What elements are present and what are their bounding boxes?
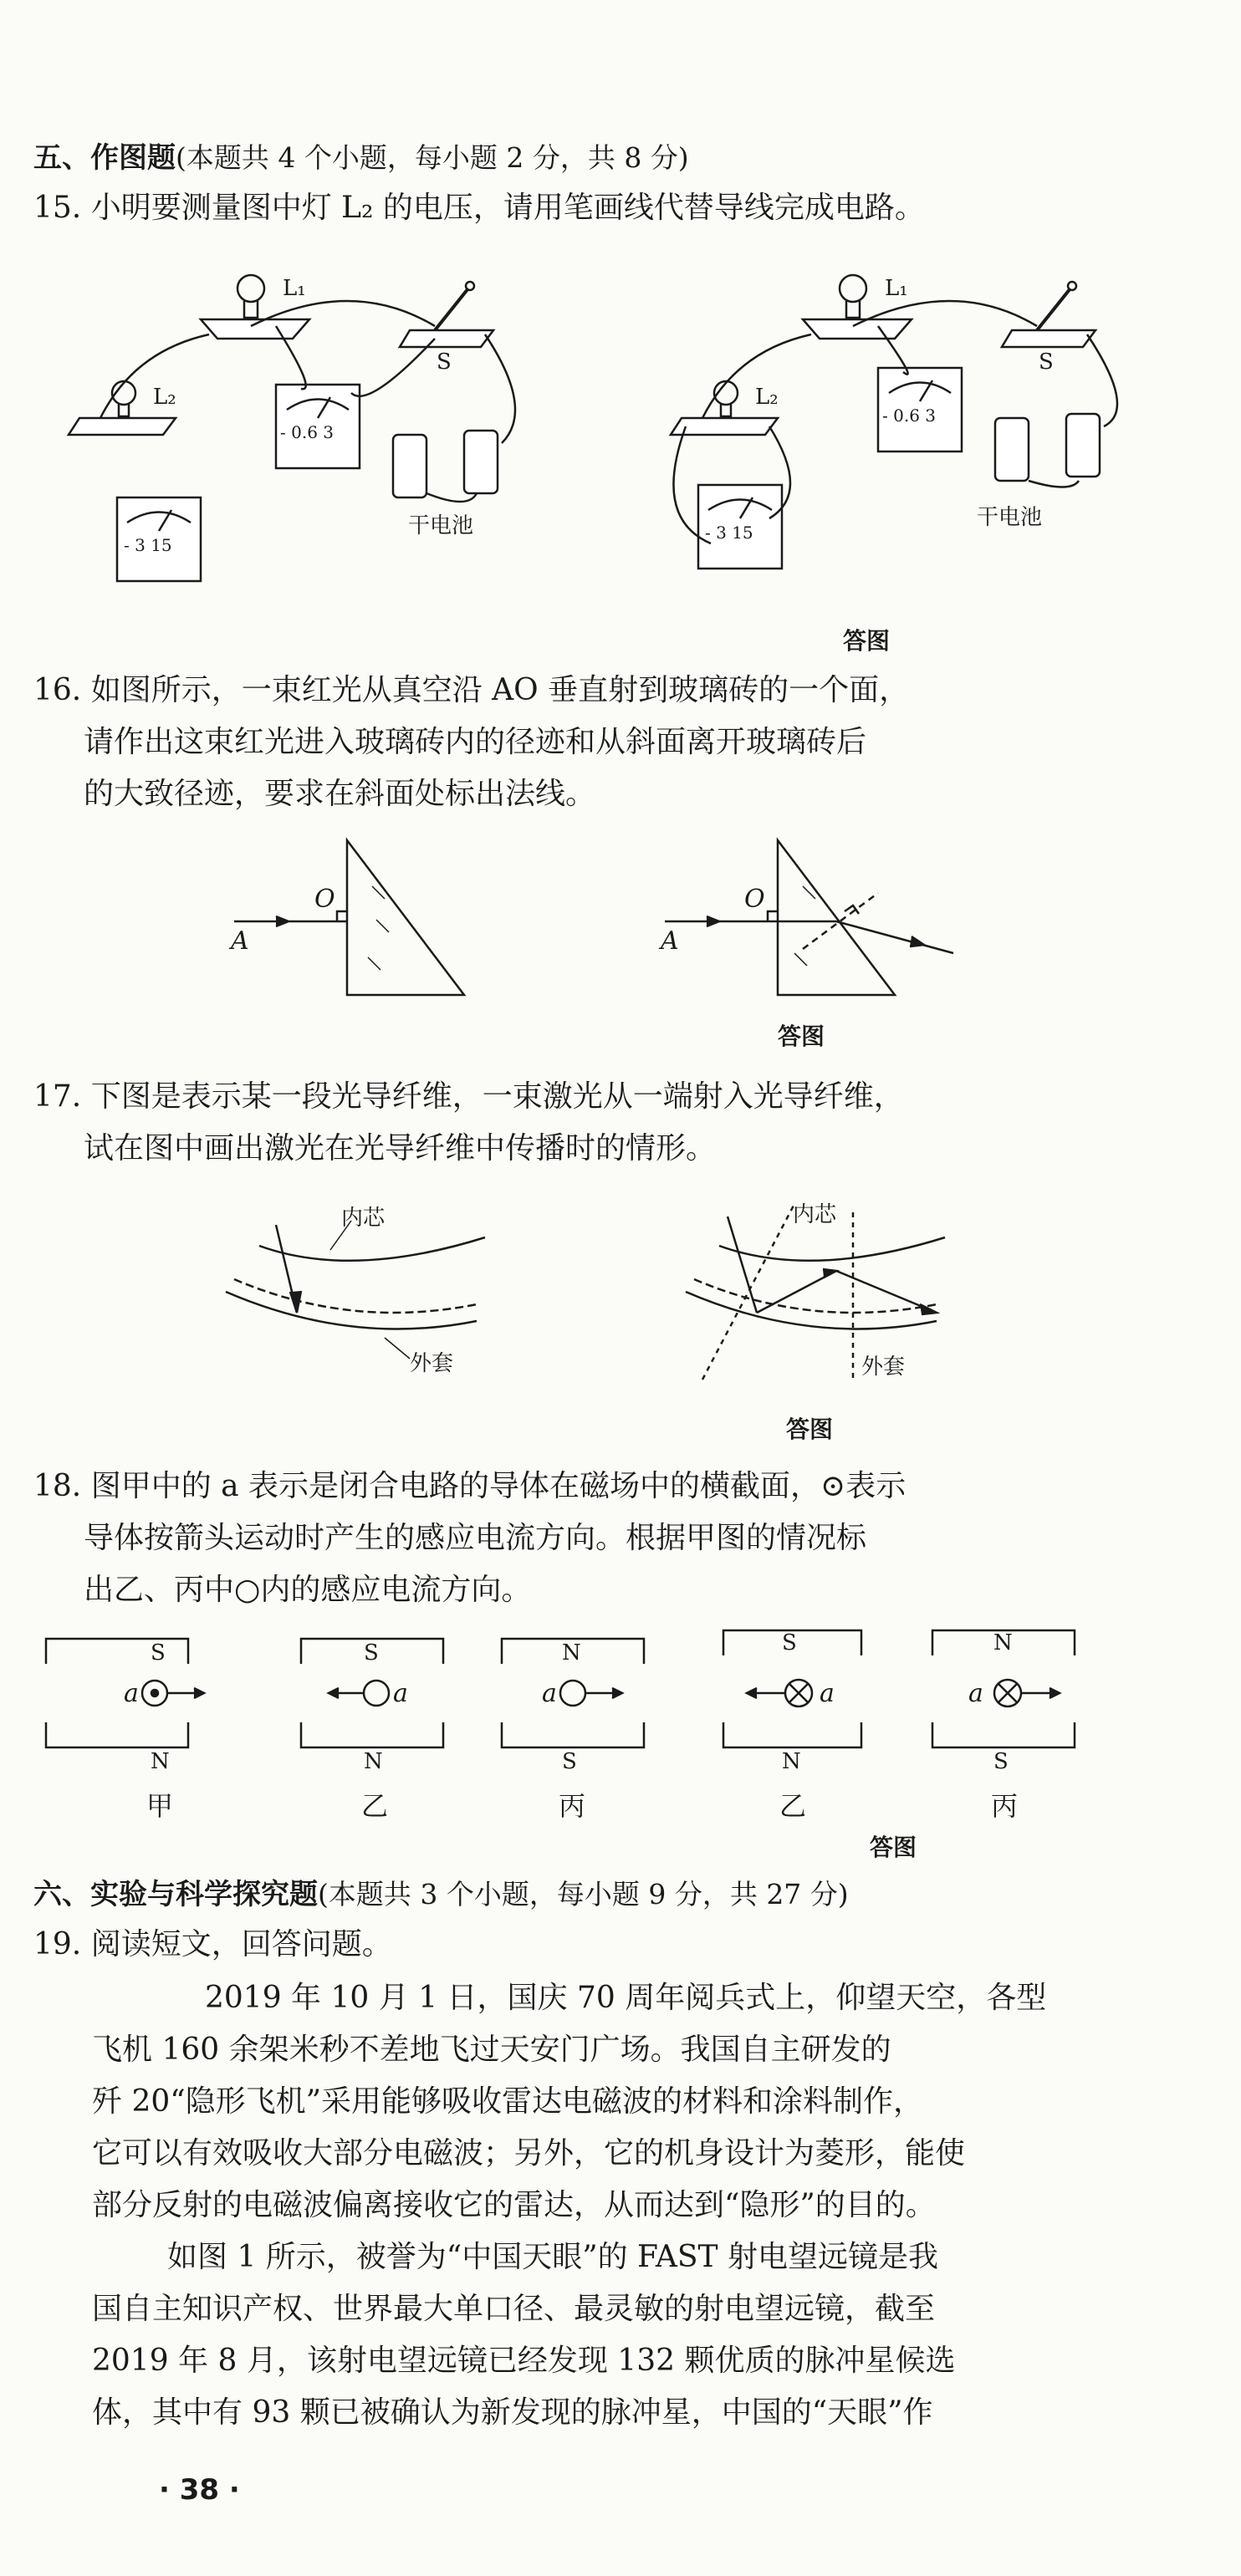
lamp-l1-icon — [840, 275, 866, 302]
q18-fig2-a: a — [393, 1679, 408, 1708]
battery-icon — [393, 435, 426, 497]
question-18-line-2: 导体按箭头运动时产生的感应电流方向。根据甲图的情况标 — [84, 1521, 867, 1555]
current-out-icon — [151, 1690, 158, 1696]
question-16-line-2: 请作出这束红光进入玻璃砖内的径迹和从斜面离开玻璃砖后 — [84, 725, 867, 759]
q17-left-figure — [226, 1221, 485, 1359]
q19-para-line-3: 歼 20“隐形飞机”采用能够吸收雷达电磁波的材料和涂料制作， — [92, 2084, 924, 2119]
q15-answer-label-l1: L₁ — [885, 276, 908, 301]
q18-magnet-figures — [0, 1622, 1241, 1789]
q18-answer-fig5-caption: 丙 — [991, 1790, 1019, 1822]
q19-para-line-1: 2019 年 10 月 1 日，国庆 70 周年阅兵式上，仰望天空，各型 — [205, 1981, 1047, 2015]
q18-answer-fig5-a: a — [968, 1679, 983, 1708]
page-number: · 38 · — [159, 2473, 240, 2507]
q16-answer-label-o: O — [744, 885, 765, 914]
section-6-heading — [33, 1873, 849, 1916]
q16-left-figure — [234, 840, 464, 995]
q18-fig1-a: a — [124, 1679, 139, 1708]
q15-answer-label-l2: L₂ — [755, 385, 779, 410]
current-in-icon — [998, 1684, 1017, 1702]
q15-label-l1: L₁ — [283, 276, 306, 301]
q16-answer-caption: 答图 — [778, 1023, 825, 1050]
q19-para-line-8: 2019 年 8 月，该射电望远镜已经发现 132 颗优质的脉冲星候选 — [92, 2344, 956, 2378]
q18-answer-fig5-bottom-pole: S — [993, 1749, 1009, 1774]
q18-answer-fig4-a: a — [820, 1679, 835, 1708]
q16-right-figure — [665, 840, 953, 995]
q18-fig2-top-pole: S — [364, 1640, 379, 1665]
q16-label-a: A — [231, 926, 249, 956]
section-6-title: 六、实验与科学探究题 — [33, 1878, 318, 1911]
q18-fig3-bottom-pole: S — [562, 1749, 577, 1774]
current-unknown-icon — [560, 1681, 585, 1706]
q16-prism-figures — [0, 828, 1241, 1045]
q19-para-line-5: 部分反射的电磁波偏离接收它的雷达，从而达到“隐形”的目的。 — [92, 2188, 936, 2222]
q18-fig3-caption: 丙 — [559, 1790, 586, 1822]
q15-answer-label-s: S — [1039, 349, 1054, 375]
section-6-note: (本题共 3 个小题，每小题 9 分，共 27 分) — [318, 1878, 849, 1910]
q18-answer-fig4-top-pole: S — [782, 1630, 797, 1655]
q18-answer-fig5-top-pole: N — [993, 1630, 1013, 1655]
q18-answer-fig4-caption: 乙 — [779, 1790, 807, 1822]
q15-answer-caption: 答图 — [843, 627, 891, 655]
lamp-l1-icon — [237, 275, 264, 302]
q17-right-figure — [686, 1204, 945, 1380]
q17-answer-label-sheath: 外套 — [861, 1354, 906, 1380]
q15-answer-voltmeter-large-scale: - 3 15 — [705, 523, 753, 543]
switch-icon — [1037, 288, 1070, 330]
q16-answer-label-a: A — [661, 926, 679, 956]
q17-answer-label-core: 内芯 — [793, 1202, 837, 1227]
question-16-line-3: 的大致径迹，要求在斜面处标出法线。 — [84, 777, 596, 811]
q18-fig2-bottom-pole: N — [364, 1749, 383, 1774]
question-15-text: 15. 小明要测量图中灯 L₂ 的电压，请用笔画线代替导线完成电路。 — [33, 191, 925, 225]
q18-answer-fig4-bottom-pole: N — [782, 1749, 801, 1774]
question-16-line-1: 16. 如图所示，一束红光从真空沿 AO 垂直射到玻璃砖的一个面， — [33, 673, 910, 707]
q18-fig1-caption: 甲 — [146, 1790, 174, 1822]
question-18-line-3: 出乙、丙中○内的感应电流方向。 — [84, 1573, 532, 1607]
section-5-heading — [33, 136, 689, 180]
question-18-line-1: 18. 图甲中的 a 表示是闭合电路的导体在磁场中的横截面，⊙表示 — [33, 1469, 906, 1503]
q19-para-line-9: 体，其中有 93 颗已被确认为新发现的脉冲星，中国的“天眼”作 — [92, 2395, 933, 2430]
q19-para-line-2: 飞机 160 余架米秒不差地飞过天安门广场。我国自主研发的 — [92, 2033, 891, 2067]
q18-answer-caption: 答图 — [870, 1834, 917, 1861]
q15-answer-label-battery: 干电池 — [977, 505, 1043, 530]
section-5-note: (本题共 4 个小题，每小题 2 分，共 8 分) — [176, 141, 689, 174]
q16-label-o: O — [314, 885, 335, 914]
q15-label-battery: 干电池 — [408, 513, 474, 538]
q17-answer-caption: 答图 — [786, 1416, 834, 1443]
current-in-icon — [789, 1684, 808, 1702]
q18-fig1-top-pole: S — [151, 1640, 166, 1665]
q17-label-core: 内芯 — [341, 1206, 386, 1231]
q15-voltmeter-large-scale: - 3 15 — [124, 535, 172, 555]
glass-prism — [778, 840, 895, 995]
q19-para-line-7: 国自主知识产权、世界最大单口径、最灵敏的射电望远镜，截至 — [92, 2292, 936, 2326]
q15-voltmeter-small-scale: - 0.6 3 — [280, 422, 335, 442]
question-17-line-2: 试在图中画出激光在光导纤维中传播时的情形。 — [84, 1131, 717, 1166]
q18-fig2-caption: 乙 — [361, 1790, 389, 1822]
q15-answer-voltmeter-small-scale: - 0.6 3 — [882, 406, 937, 426]
current-unknown-icon — [364, 1681, 389, 1706]
question-17-line-1: 17. 下图是表示某一段光导纤维，一束激光从一端射入光导纤维， — [33, 1079, 904, 1114]
battery-icon — [995, 418, 1029, 481]
q18-fig1-bottom-pole: N — [151, 1749, 170, 1774]
q18-fig3-a: a — [542, 1679, 557, 1708]
q18-fig3-top-pole: N — [562, 1640, 581, 1665]
fiber-core-top — [259, 1237, 485, 1261]
q19-para-line-6: 如图 1 所示，被誉为“中国天眼”的 FAST 射电望远镜是我 — [167, 2240, 939, 2274]
question-19-title: 19. 阅读短文，回答问题。 — [33, 1927, 392, 1961]
q19-para-line-4: 它可以有效吸收大部分电磁波；另外，它的机身设计为菱形，能使 — [92, 2136, 966, 2170]
q15-label-s: S — [437, 349, 452, 375]
battery-icon — [464, 431, 498, 493]
q15-label-l2: L₂ — [153, 385, 176, 410]
q17-fiber-figures — [0, 1187, 1241, 1405]
switch-icon — [435, 288, 468, 330]
q17-label-sheath: 外套 — [410, 1351, 454, 1376]
section-5-title: 五、作图题 — [33, 141, 176, 175]
battery-icon — [1066, 414, 1100, 477]
glass-prism — [347, 840, 464, 995]
